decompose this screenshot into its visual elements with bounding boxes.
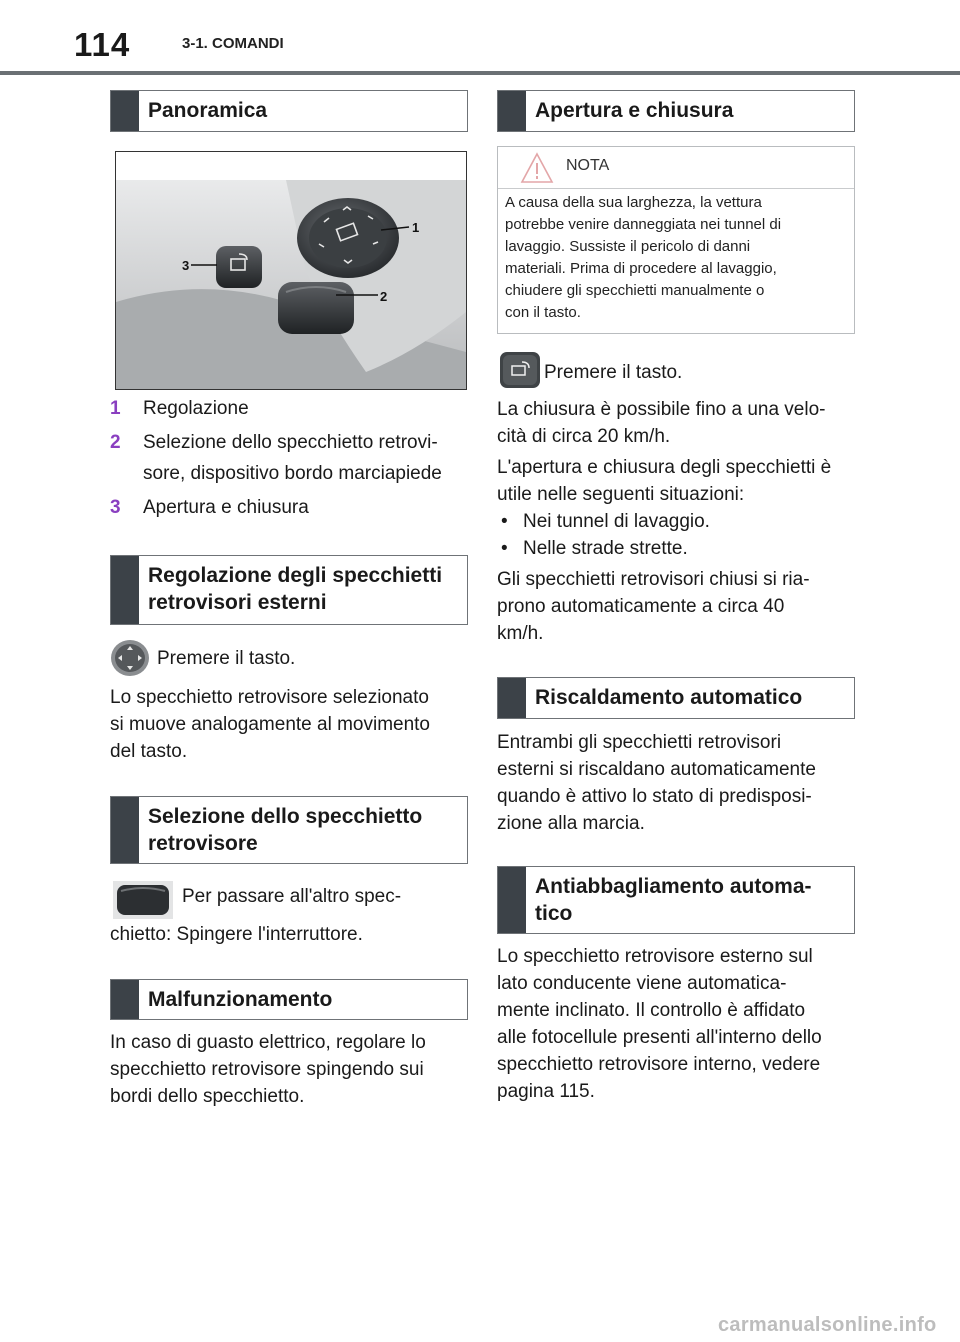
section-title-line2: retrovisore	[148, 832, 258, 855]
dimming-line-2: lato conducente viene automatica-	[497, 973, 787, 994]
section-header-dimming	[497, 866, 855, 934]
adjust-press-text: Premere il tasto.	[157, 648, 296, 669]
section-title	[526, 867, 820, 933]
dimming-line-3: mente inclinato. Il controllo è affidato	[497, 1000, 806, 1021]
dimming-line-4: alle fotocellule presenti all'interno dello	[497, 1027, 822, 1048]
legend-label: Selezione dello specchietto retrovi-	[143, 432, 438, 453]
bullet-text: Nelle strade strette.	[523, 538, 688, 559]
fold-text1-line2: cità di circa 20 km/h.	[497, 426, 671, 447]
section-bar	[498, 91, 526, 131]
note-line: lavaggio. Sussiste il pericolo di danni	[505, 238, 751, 255]
mirror-fold-icon	[500, 352, 540, 393]
section-header-adjust	[110, 555, 468, 625]
note-line: A causa della sua larghezza, la vettura	[505, 194, 762, 211]
section-title: Malfunzionamento	[148, 988, 333, 1011]
section-title-line1: Selezione dello specchietto	[148, 805, 423, 828]
section-title-line1: Regolazione degli specchietti	[148, 564, 443, 587]
fold-text2-line1: L'apertura e chiusura degli specchietti è	[497, 457, 832, 478]
bullet-dot: •	[501, 538, 508, 559]
section-title-line1: Antiabbagliamento automa-	[535, 875, 812, 898]
section-title	[139, 797, 430, 863]
legend-number: 3	[110, 497, 121, 518]
switch-icon	[113, 881, 173, 924]
section-bar	[111, 91, 139, 131]
section-bar	[111, 980, 139, 1019]
mirror-controls-illustration	[116, 152, 466, 389]
legend-number: 2	[110, 432, 121, 453]
section-title: Panoramica	[148, 99, 268, 122]
section-header-fold	[497, 90, 855, 132]
dimming-line-1: Lo specchietto retrovisore esterno sul	[497, 946, 813, 967]
heating-line-4: zione alla marcia.	[497, 813, 645, 834]
section-header-select	[110, 796, 468, 864]
section-header-heating	[497, 677, 855, 719]
section-title: Apertura e chiusura	[535, 99, 734, 122]
fold-text1-line1: La chiusura è possibile fino a una velo-	[497, 399, 826, 420]
note-text	[505, 192, 845, 324]
note-box	[497, 146, 855, 334]
legend-label: Apertura e chiusura	[143, 497, 309, 518]
warning-triangle-icon	[520, 152, 554, 184]
note-label: NOTA	[566, 157, 610, 174]
fold-press-text: Premere il tasto.	[544, 362, 683, 383]
fold-text3-line3: km/h.	[497, 623, 544, 644]
section-header-overview	[110, 90, 468, 132]
callout-1: 1	[412, 220, 420, 235]
section-header-malfunction	[110, 979, 468, 1020]
header-rule	[0, 71, 960, 75]
section-title	[139, 556, 450, 624]
fold-text3-line1: Gli specchietti retrovisori chiusi si ria-	[497, 569, 810, 590]
bullet-dot: •	[501, 511, 508, 532]
four-way-arrows-icon	[110, 639, 150, 682]
select-text-2: chietto: Spingere l'interruttore.	[110, 924, 363, 945]
adjust-line-3: del tasto.	[110, 741, 188, 762]
adjust-line-2: si muove analogamente al movimento	[110, 714, 431, 735]
dimming-line-5: specchietto retrovisore interno, vedere	[497, 1054, 821, 1075]
section-title-line2: tico	[535, 902, 573, 925]
page-header	[0, 0, 960, 76]
adjust-line-1: Lo specchietto retrovisore selezionato	[110, 687, 429, 708]
bullet-text: Nei tunnel di lavaggio.	[523, 511, 710, 532]
mirror-controls-figure	[115, 151, 467, 390]
note-line: potrebbe venire danneggiata nei tunnel di	[505, 216, 782, 233]
malfunction-line-3: bordi dello specchietto.	[110, 1086, 305, 1107]
chapter-title: 3-1. COMANDI	[182, 35, 284, 52]
section-title: Riscaldamento automatico	[535, 686, 803, 709]
note-line: materiali. Prima di procedere al lavaggio,	[505, 260, 777, 277]
heating-line-1: Entrambi gli specchietti retrovisori	[497, 732, 782, 753]
dimming-line-6: pagina 115.	[497, 1081, 595, 1102]
heating-line-3: quando è attivo lo stato di predisposi-	[497, 786, 812, 807]
legend-label-cont: sore, dispositivo bordo marciapiede	[143, 463, 442, 484]
watermark: carmanualsonline.info	[718, 1314, 937, 1336]
note-line: con il tasto.	[505, 304, 581, 321]
legend-label: Regolazione	[143, 398, 249, 419]
page-number: 114	[74, 26, 131, 63]
heating-line-2: esterni si riscaldano automaticamente	[497, 759, 816, 780]
note-header	[498, 147, 854, 189]
callout-3: 3	[182, 258, 190, 273]
section-bar	[498, 867, 526, 933]
select-text-1: Per passare all'altro spec-	[182, 886, 402, 907]
note-line: chiudere gli specchietti manualmente o	[505, 282, 765, 299]
section-bar	[111, 797, 139, 863]
malfunction-line-1: In caso di guasto elettrico, regolare lo	[110, 1032, 426, 1053]
malfunction-line-2: specchietto retrovisore spingendo sui	[110, 1059, 424, 1080]
callout-2: 2	[380, 289, 388, 304]
section-bar	[498, 678, 526, 718]
section-bar	[111, 556, 139, 624]
fold-text3-line2: prono automaticamente a circa 40	[497, 596, 785, 617]
section-title-line2: retrovisori esterni	[148, 591, 327, 614]
legend-number: 1	[110, 398, 121, 419]
fold-text2-line2: utile nelle seguenti situazioni:	[497, 484, 745, 505]
